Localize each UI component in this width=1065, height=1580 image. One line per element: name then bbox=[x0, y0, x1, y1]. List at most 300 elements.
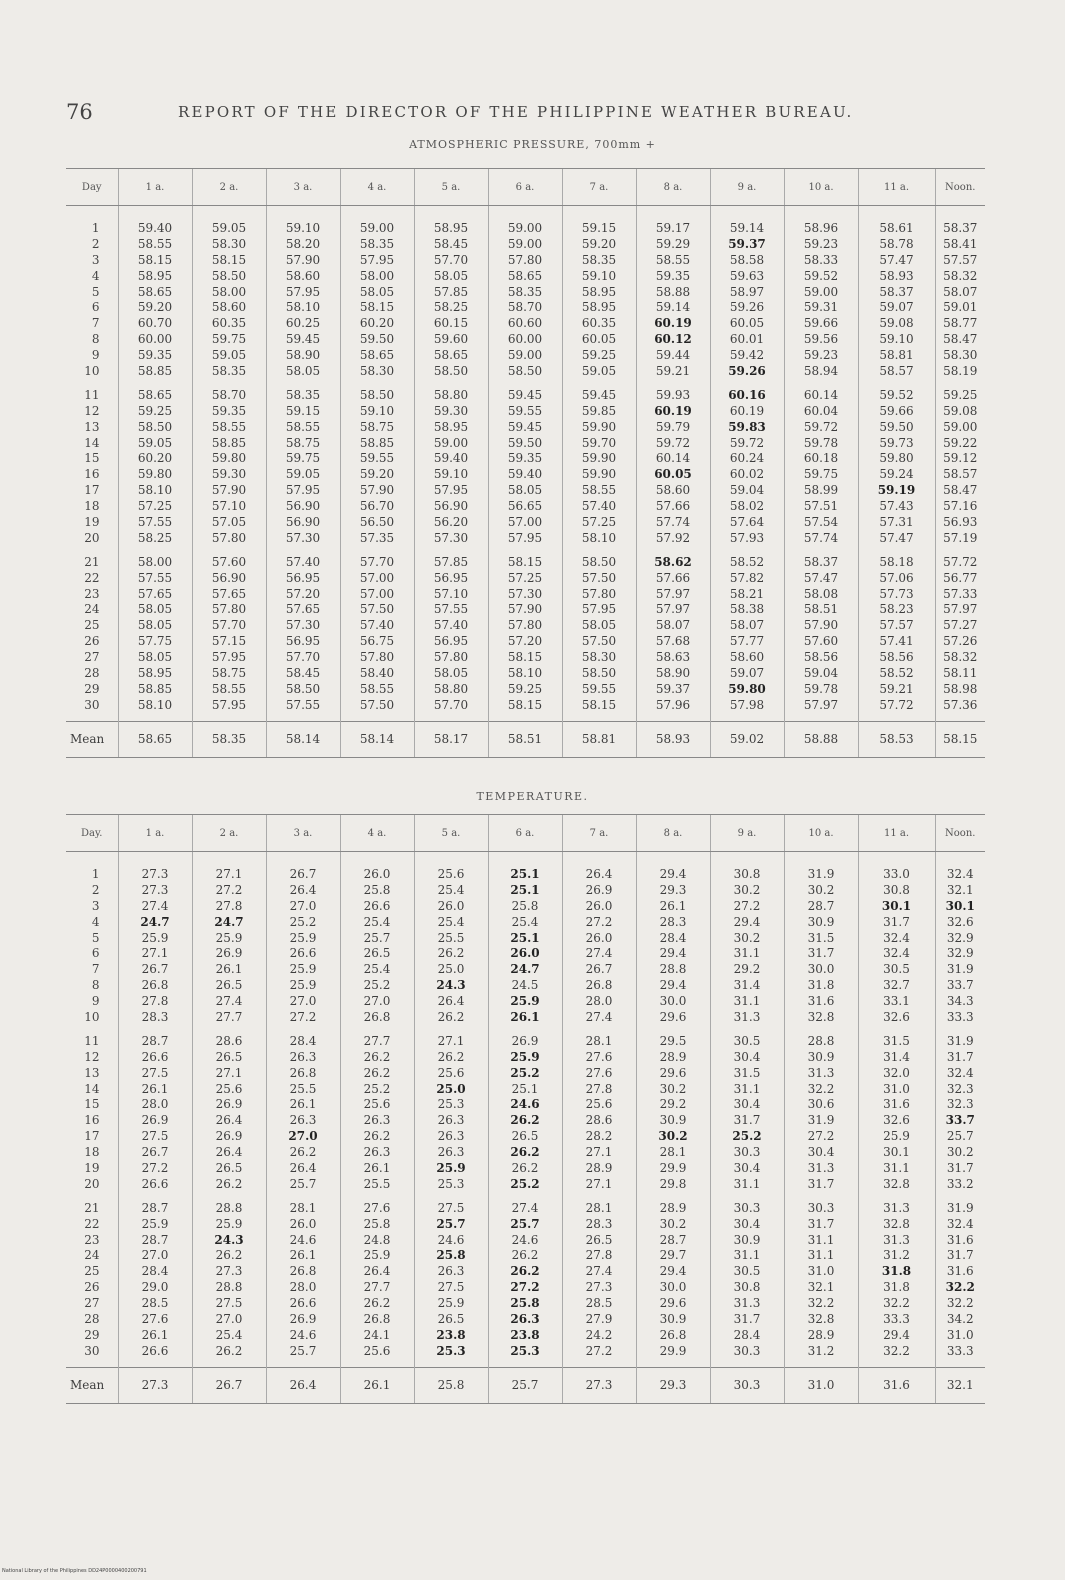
temperature-cell: 26.9 bbox=[266, 1311, 340, 1327]
temperature-day-cell: 20 bbox=[84, 1176, 100, 1191]
pressure-cell: 58.60 bbox=[266, 268, 340, 284]
temperature-cell: 26.7 bbox=[266, 866, 340, 882]
temperature-cell: 27.2 bbox=[266, 1009, 340, 1025]
temperature-cell: 30.2 bbox=[636, 1128, 710, 1144]
temperature-cell: 32.2 bbox=[784, 1081, 858, 1097]
temperature-cell: 29.4 bbox=[636, 977, 710, 993]
temperature-cell: 30.6 bbox=[784, 1096, 858, 1112]
temperature-cell: 30.4 bbox=[784, 1144, 858, 1160]
temperature-gap-cell bbox=[562, 1359, 636, 1368]
pressure-row bbox=[66, 586, 985, 602]
pressure-day-cell: 8 bbox=[91, 332, 100, 347]
pressure-cell: 60.20 bbox=[340, 315, 414, 331]
pressure-cell: 58.05 bbox=[118, 649, 192, 665]
temperature-cell: 26.0 bbox=[562, 898, 636, 914]
pressure-cell: 58.60 bbox=[636, 482, 710, 498]
temperature-cell: 27.6 bbox=[118, 1311, 192, 1327]
pressure-cell: 60.04 bbox=[784, 403, 858, 419]
pressure-cell: 58.35 bbox=[192, 363, 266, 379]
pressure-gap-cell bbox=[192, 546, 266, 554]
temperature-cell: 32.2 bbox=[784, 1295, 858, 1311]
temperature-cell: 25.4 bbox=[340, 961, 414, 977]
temperature-cell: 24.7 bbox=[488, 961, 562, 977]
temperature-cell: 27.4 bbox=[562, 1009, 636, 1025]
temperature-header-cell: 7 a. bbox=[562, 815, 636, 852]
temperature-day-cell: 13 bbox=[84, 1065, 100, 1080]
pressure-cell: 57.70 bbox=[340, 554, 414, 570]
pressure-mean-row bbox=[66, 721, 985, 757]
temperature-cell: 26.9 bbox=[192, 1128, 266, 1144]
pressure-row bbox=[66, 268, 985, 284]
temperature-cell: 29.4 bbox=[636, 1263, 710, 1279]
temperature-cell: 26.2 bbox=[414, 1049, 488, 1065]
temperature-cell: 27.3 bbox=[118, 866, 192, 882]
temperature-header-cell: 11 a. bbox=[858, 815, 935, 852]
temperature-gap-cell bbox=[266, 1359, 340, 1368]
pressure-gap-cell bbox=[488, 206, 562, 221]
temperature-cell: 26.6 bbox=[118, 1049, 192, 1065]
pressure-gap-cell bbox=[562, 546, 636, 554]
temperature-cell: 30.1 bbox=[858, 898, 935, 914]
pressure-row bbox=[66, 697, 985, 713]
pressure-row bbox=[66, 450, 985, 466]
pressure-cell: 58.51 bbox=[784, 601, 858, 617]
temperature-cell: 26.6 bbox=[266, 945, 340, 961]
pressure-section-title: ATMOSPHERIC PRESSURE, 700mm + bbox=[409, 138, 656, 151]
temperature-cell: 33.7 bbox=[935, 977, 985, 993]
temperature-cell: 25.2 bbox=[266, 914, 340, 930]
pressure-header-cell: Day bbox=[66, 169, 118, 206]
temperature-gap-cell bbox=[118, 852, 192, 867]
pressure-cell: 57.80 bbox=[414, 649, 488, 665]
pressure-cell: 58.95 bbox=[562, 284, 636, 300]
pressure-cell: 58.07 bbox=[710, 617, 784, 633]
temperature-cell: 30.9 bbox=[636, 1311, 710, 1327]
temperature-cell: 28.1 bbox=[266, 1200, 340, 1216]
pressure-day-cell: 20 bbox=[84, 530, 100, 545]
pressure-cell: 56.95 bbox=[266, 570, 340, 586]
pressure-day-cell: 14 bbox=[84, 435, 100, 450]
pressure-cell: 59.45 bbox=[266, 331, 340, 347]
pressure-cell: 59.12 bbox=[935, 450, 985, 466]
temperature-gap-cell bbox=[414, 1192, 488, 1200]
temperature-cell: 29.6 bbox=[636, 1295, 710, 1311]
pressure-cell: 58.95 bbox=[414, 220, 488, 236]
pressure-cell: 57.20 bbox=[488, 633, 562, 649]
temperature-cell: 28.9 bbox=[636, 1200, 710, 1216]
temperature-cell: 28.5 bbox=[562, 1295, 636, 1311]
pressure-cell: 59.45 bbox=[488, 419, 562, 435]
temperature-cell: 26.2 bbox=[266, 1144, 340, 1160]
temperature-row bbox=[66, 1216, 985, 1232]
temperature-cell: 31.7 bbox=[784, 945, 858, 961]
temperature-gap-cell bbox=[488, 1192, 562, 1200]
temperature-cell: 25.7 bbox=[266, 1343, 340, 1359]
temperature-cell: 27.4 bbox=[562, 1263, 636, 1279]
temperature-cell: 28.7 bbox=[636, 1232, 710, 1248]
pressure-header-cell: 3 a. bbox=[266, 169, 340, 206]
temperature-cell: 26.2 bbox=[488, 1112, 562, 1128]
pressure-day-cell: 19 bbox=[84, 514, 100, 529]
pressure-cell: 58.60 bbox=[710, 649, 784, 665]
pressure-row bbox=[66, 252, 985, 268]
temperature-cell: 27.1 bbox=[118, 945, 192, 961]
temperature-mean-cell: 27.3 bbox=[118, 1367, 192, 1403]
pressure-cell: 58.95 bbox=[118, 665, 192, 681]
temperature-cell: 31.3 bbox=[784, 1065, 858, 1081]
pressure-gap-cell bbox=[562, 713, 636, 722]
pressure-cell: 59.05 bbox=[118, 435, 192, 451]
pressure-row bbox=[66, 466, 985, 482]
pressure-cell: 59.25 bbox=[488, 681, 562, 697]
pressure-cell: 58.30 bbox=[192, 236, 266, 252]
temperature-row bbox=[66, 1232, 985, 1248]
pressure-cell: 60.24 bbox=[710, 450, 784, 466]
pressure-cell: 58.45 bbox=[266, 665, 340, 681]
temperature-cell: 25.9 bbox=[340, 1247, 414, 1263]
temperature-cell: 32.4 bbox=[935, 866, 985, 882]
pressure-cell: 57.50 bbox=[340, 697, 414, 713]
pressure-cell: 59.00 bbox=[488, 347, 562, 363]
temperature-cell: 28.7 bbox=[784, 898, 858, 914]
pressure-cell: 58.37 bbox=[858, 284, 935, 300]
pressure-day-cell: 17 bbox=[84, 483, 100, 498]
temperature-cell: 26.0 bbox=[488, 945, 562, 961]
temperature-cell: 26.3 bbox=[488, 1311, 562, 1327]
pressure-cell: 59.44 bbox=[636, 347, 710, 363]
pressure-day-cell: 13 bbox=[84, 419, 100, 434]
pressure-header-cell: 10 a. bbox=[784, 169, 858, 206]
pressure-header-cell: 7 a. bbox=[562, 169, 636, 206]
pressure-row bbox=[66, 514, 985, 530]
pressure-cell: 58.85 bbox=[118, 363, 192, 379]
temperature-cell: 26.8 bbox=[118, 977, 192, 993]
pressure-cell: 58.10 bbox=[266, 299, 340, 315]
temperature-cell: 27.2 bbox=[488, 1279, 562, 1295]
pressure-cell: 57.95 bbox=[192, 697, 266, 713]
temperature-cell: 28.9 bbox=[636, 1049, 710, 1065]
pressure-cell: 58.25 bbox=[118, 530, 192, 546]
pressure-cell: 57.25 bbox=[562, 514, 636, 530]
temperature-cell: 28.8 bbox=[192, 1279, 266, 1295]
pressure-cell: 57.30 bbox=[488, 586, 562, 602]
pressure-cell: 57.80 bbox=[192, 530, 266, 546]
temperature-cell: 25.7 bbox=[935, 1128, 985, 1144]
pressure-gap-row bbox=[66, 379, 985, 387]
pressure-cell: 58.60 bbox=[192, 299, 266, 315]
pressure-cell: 58.32 bbox=[935, 268, 985, 284]
temperature-cell: 31.0 bbox=[784, 1263, 858, 1279]
pressure-cell: 57.41 bbox=[858, 633, 935, 649]
temperature-cell: 29.5 bbox=[636, 1033, 710, 1049]
temperature-cell: 27.4 bbox=[488, 1200, 562, 1216]
pressure-day-cell: 4 bbox=[91, 268, 100, 283]
pressure-cell: 58.65 bbox=[414, 347, 488, 363]
pressure-cell: 58.98 bbox=[935, 681, 985, 697]
pressure-cell: 60.16 bbox=[710, 387, 784, 403]
temperature-cell: 27.0 bbox=[340, 993, 414, 1009]
pressure-cell: 60.05 bbox=[636, 466, 710, 482]
temperature-cell: 27.5 bbox=[192, 1295, 266, 1311]
pressure-cell: 57.75 bbox=[118, 633, 192, 649]
temperature-cell: 31.8 bbox=[858, 1263, 935, 1279]
temperature-cell: 25.9 bbox=[858, 1128, 935, 1144]
pressure-day-cell: 22 bbox=[84, 570, 100, 585]
pressure-cell: 56.95 bbox=[266, 633, 340, 649]
temperature-cell: 30.2 bbox=[935, 1144, 985, 1160]
pressure-cell: 57.80 bbox=[340, 649, 414, 665]
temperature-cell: 27.5 bbox=[118, 1065, 192, 1081]
pressure-cell: 58.37 bbox=[784, 554, 858, 570]
pressure-cell: 59.50 bbox=[858, 419, 935, 435]
pressure-cell: 59.14 bbox=[710, 220, 784, 236]
temperature-cell: 28.4 bbox=[266, 1033, 340, 1049]
temperature-cell: 26.3 bbox=[266, 1112, 340, 1128]
temperature-cell: 31.1 bbox=[710, 1081, 784, 1097]
pressure-cell: 60.18 bbox=[784, 450, 858, 466]
temperature-cell: 27.1 bbox=[562, 1176, 636, 1192]
temperature-gap-cell bbox=[192, 1359, 266, 1368]
temperature-cell: 31.2 bbox=[784, 1343, 858, 1359]
pressure-cell: 58.80 bbox=[414, 387, 488, 403]
temperature-cell: 24.6 bbox=[488, 1232, 562, 1248]
temperature-cell: 30.0 bbox=[636, 993, 710, 1009]
pressure-cell: 58.62 bbox=[636, 554, 710, 570]
pressure-cell: 58.15 bbox=[192, 252, 266, 268]
pressure-cell: 58.50 bbox=[562, 554, 636, 570]
temperature-row bbox=[66, 882, 985, 898]
temperature-cell: 25.6 bbox=[562, 1096, 636, 1112]
pressure-cell: 59.90 bbox=[562, 450, 636, 466]
pressure-cell: 57.65 bbox=[192, 586, 266, 602]
pressure-gap-cell bbox=[118, 713, 192, 722]
pressure-cell: 58.07 bbox=[935, 284, 985, 300]
temperature-cell: 26.1 bbox=[488, 1009, 562, 1025]
pressure-cell: 58.05 bbox=[118, 617, 192, 633]
temperature-cell: 31.6 bbox=[784, 993, 858, 1009]
temperature-row bbox=[66, 930, 985, 946]
pressure-cell: 60.00 bbox=[118, 331, 192, 347]
pressure-cell: 59.04 bbox=[784, 665, 858, 681]
pressure-cell: 58.00 bbox=[340, 268, 414, 284]
temperature-cell: 32.6 bbox=[858, 1009, 935, 1025]
temperature-cell: 27.1 bbox=[192, 866, 266, 882]
temperature-gap-cell bbox=[784, 1359, 858, 1368]
temperature-gap-cell bbox=[66, 852, 118, 867]
pressure-cell: 58.96 bbox=[784, 220, 858, 236]
pressure-cell: 58.85 bbox=[192, 435, 266, 451]
temperature-cell: 26.7 bbox=[118, 961, 192, 977]
temperature-cell: 26.7 bbox=[562, 961, 636, 977]
pressure-gap-cell bbox=[710, 546, 784, 554]
temperature-cell: 30.5 bbox=[858, 961, 935, 977]
temperature-cell: 24.6 bbox=[266, 1232, 340, 1248]
pressure-cell: 57.55 bbox=[118, 570, 192, 586]
pressure-cell: 58.20 bbox=[266, 236, 340, 252]
pressure-cell: 59.10 bbox=[266, 220, 340, 236]
pressure-cell: 58.35 bbox=[488, 284, 562, 300]
temperature-cell: 26.6 bbox=[266, 1295, 340, 1311]
temperature-day-cell: 16 bbox=[84, 1113, 100, 1128]
temperature-cell: 27.5 bbox=[414, 1200, 488, 1216]
temperature-cell: 28.9 bbox=[784, 1327, 858, 1343]
temperature-cell: 25.2 bbox=[340, 1081, 414, 1097]
pressure-cell: 60.70 bbox=[118, 315, 192, 331]
pressure-cell: 57.90 bbox=[340, 482, 414, 498]
temperature-cell: 28.2 bbox=[562, 1128, 636, 1144]
temperature-cell: 27.8 bbox=[118, 993, 192, 1009]
pressure-cell: 59.10 bbox=[562, 268, 636, 284]
temperature-cell: 31.7 bbox=[710, 1311, 784, 1327]
pressure-day-cell: 6 bbox=[91, 300, 100, 315]
temperature-cell: 28.1 bbox=[562, 1033, 636, 1049]
temperature-cell: 26.1 bbox=[266, 1096, 340, 1112]
temperature-day-cell: 18 bbox=[84, 1145, 100, 1160]
pressure-mean-cell: 58.65 bbox=[118, 721, 192, 757]
pressure-cell: 58.65 bbox=[118, 387, 192, 403]
pressure-row bbox=[66, 220, 985, 236]
temperature-cell: 31.6 bbox=[858, 1096, 935, 1112]
pressure-cell: 59.37 bbox=[710, 236, 784, 252]
pressure-mean-cell: 58.14 bbox=[266, 721, 340, 757]
pressure-cell: 59.14 bbox=[636, 299, 710, 315]
temperature-cell: 31.3 bbox=[784, 1160, 858, 1176]
temperature-cell: 27.6 bbox=[562, 1049, 636, 1065]
pressure-cell: 59.50 bbox=[340, 331, 414, 347]
temperature-cell: 31.5 bbox=[858, 1033, 935, 1049]
pressure-cell: 57.74 bbox=[784, 530, 858, 546]
temperature-cell: 27.4 bbox=[118, 898, 192, 914]
temperature-cell: 28.6 bbox=[192, 1033, 266, 1049]
temperature-cell: 28.3 bbox=[118, 1009, 192, 1025]
pressure-cell: 58.55 bbox=[192, 681, 266, 697]
pressure-cell: 59.05 bbox=[562, 363, 636, 379]
pressure-cell: 57.90 bbox=[784, 617, 858, 633]
temperature-cell: 25.7 bbox=[488, 1216, 562, 1232]
pressure-cell: 58.58 bbox=[710, 252, 784, 268]
pressure-gap-cell bbox=[488, 379, 562, 387]
temperature-cell: 24.5 bbox=[488, 977, 562, 993]
pressure-cell: 57.47 bbox=[784, 570, 858, 586]
temperature-cell: 32.7 bbox=[858, 977, 935, 993]
pressure-cell: 58.90 bbox=[266, 347, 340, 363]
pressure-cell: 57.54 bbox=[784, 514, 858, 530]
temperature-cell: 26.5 bbox=[488, 1128, 562, 1144]
pressure-cell: 57.72 bbox=[935, 554, 985, 570]
pressure-cell: 57.95 bbox=[266, 482, 340, 498]
temperature-cell: 25.3 bbox=[414, 1343, 488, 1359]
pressure-cell: 57.25 bbox=[118, 498, 192, 514]
temperature-cell: 26.2 bbox=[192, 1176, 266, 1192]
pressure-gap-row bbox=[66, 713, 985, 722]
temperature-cell: 25.6 bbox=[192, 1081, 266, 1097]
pressure-cell: 59.00 bbox=[488, 220, 562, 236]
pressure-header-cell: 1 a. bbox=[118, 169, 192, 206]
temperature-gap-row bbox=[66, 1192, 985, 1200]
pressure-cell: 59.83 bbox=[710, 419, 784, 435]
temperature-cell: 26.2 bbox=[192, 1247, 266, 1263]
temperature-cell: 24.8 bbox=[340, 1232, 414, 1248]
temperature-gap-cell bbox=[710, 1025, 784, 1033]
temperature-cell: 32.9 bbox=[935, 930, 985, 946]
pressure-row bbox=[66, 387, 985, 403]
pressure-cell: 57.31 bbox=[858, 514, 935, 530]
temperature-cell: 28.3 bbox=[562, 1216, 636, 1232]
temperature-gap-cell bbox=[414, 1359, 488, 1368]
temperature-cell: 27.2 bbox=[118, 1160, 192, 1176]
temperature-cell: 31.3 bbox=[710, 1295, 784, 1311]
pressure-cell: 57.19 bbox=[935, 530, 985, 546]
pressure-cell: 59.10 bbox=[414, 466, 488, 482]
pressure-cell: 57.70 bbox=[192, 617, 266, 633]
pressure-cell: 57.95 bbox=[192, 649, 266, 665]
temperature-gap-cell bbox=[636, 1025, 710, 1033]
temperature-cell: 27.2 bbox=[562, 914, 636, 930]
pressure-gap-cell bbox=[935, 206, 985, 221]
pressure-cell: 58.15 bbox=[562, 697, 636, 713]
temperature-row bbox=[66, 1049, 985, 1065]
pressure-header-row bbox=[66, 169, 985, 206]
temperature-cell: 32.4 bbox=[858, 945, 935, 961]
pressure-gap-cell bbox=[858, 206, 935, 221]
pressure-cell: 57.60 bbox=[192, 554, 266, 570]
temperature-cell: 27.0 bbox=[266, 993, 340, 1009]
temperature-cell: 26.5 bbox=[562, 1232, 636, 1248]
temperature-row bbox=[66, 1247, 985, 1263]
temperature-cell: 31.1 bbox=[710, 1247, 784, 1263]
pressure-day-cell: 30 bbox=[84, 697, 100, 712]
pressure-mean-cell: 59.02 bbox=[710, 721, 784, 757]
temperature-cell: 33.1 bbox=[858, 993, 935, 1009]
temperature-cell: 26.6 bbox=[340, 898, 414, 914]
temperature-header-cell: 3 a. bbox=[266, 815, 340, 852]
temperature-cell: 24.7 bbox=[192, 914, 266, 930]
temperature-cell: 27.8 bbox=[192, 898, 266, 914]
temperature-cell: 32.9 bbox=[935, 945, 985, 961]
pressure-cell: 58.15 bbox=[488, 649, 562, 665]
temperature-day-cell: 26 bbox=[84, 1280, 100, 1295]
pressure-gap-cell bbox=[784, 206, 858, 221]
temperature-gap-cell bbox=[935, 1025, 985, 1033]
temperature-cell: 24.1 bbox=[340, 1327, 414, 1343]
pressure-gap-cell bbox=[784, 379, 858, 387]
temperature-cell: 26.2 bbox=[340, 1295, 414, 1311]
temperature-cell: 30.9 bbox=[710, 1232, 784, 1248]
pressure-cell: 57.06 bbox=[858, 570, 935, 586]
temperature-cell: 25.9 bbox=[266, 977, 340, 993]
pressure-cell: 57.80 bbox=[488, 252, 562, 268]
pressure-day-cell: 1 bbox=[91, 220, 100, 235]
pressure-cell: 59.35 bbox=[118, 347, 192, 363]
temperature-day-cell: 12 bbox=[84, 1049, 100, 1064]
pressure-gap-cell bbox=[266, 546, 340, 554]
pressure-cell: 58.18 bbox=[858, 554, 935, 570]
temperature-day-cell: 15 bbox=[84, 1097, 100, 1112]
pressure-cell: 57.00 bbox=[340, 570, 414, 586]
temperature-cell: 25.1 bbox=[488, 866, 562, 882]
temperature-cell: 25.9 bbox=[118, 1216, 192, 1232]
temperature-cell: 30.4 bbox=[710, 1096, 784, 1112]
pressure-gap-cell bbox=[414, 206, 488, 221]
temperature-cell: 25.5 bbox=[340, 1176, 414, 1192]
temperature-cell: 25.4 bbox=[340, 914, 414, 930]
temperature-cell: 27.7 bbox=[192, 1009, 266, 1025]
temperature-header-cell: 5 a. bbox=[414, 815, 488, 852]
pressure-cell: 59.56 bbox=[784, 331, 858, 347]
pressure-cell: 59.55 bbox=[488, 403, 562, 419]
pressure-day-cell: 10 bbox=[84, 363, 100, 378]
temperature-cell: 25.4 bbox=[414, 882, 488, 898]
